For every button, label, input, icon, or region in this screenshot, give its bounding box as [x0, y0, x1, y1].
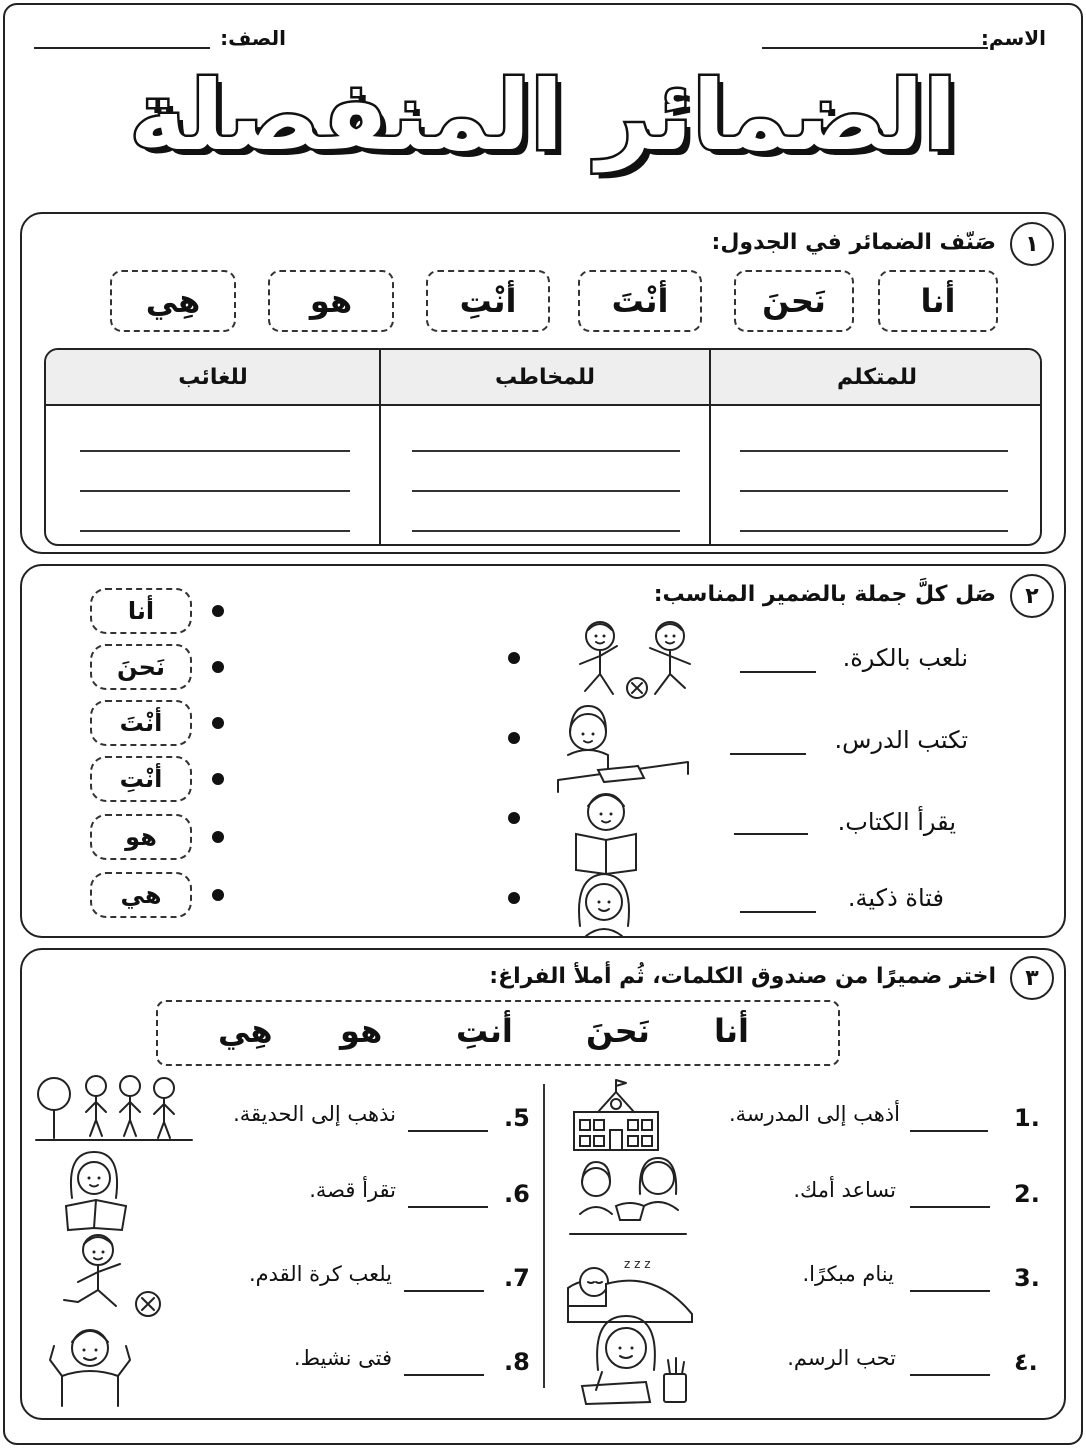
answer-line[interactable] [80, 450, 350, 452]
answer-line[interactable] [412, 490, 680, 492]
answer-line[interactable] [80, 490, 350, 492]
q2-sentence-dot[interactable] [508, 892, 520, 904]
q2-blank-2[interactable] [730, 753, 806, 755]
q2-sentence-1: نلعب بالكرة. [842, 644, 968, 672]
q2-pronoun-dot[interactable] [212, 661, 224, 673]
q3-item-text: أذهب إلى المدرسة. [728, 1102, 900, 1126]
answer-line[interactable] [740, 450, 1008, 452]
q2-sentence-4: فتاة ذكية. [847, 884, 944, 912]
table-divider [709, 350, 711, 546]
q2-pronoun-dot[interactable] [212, 717, 224, 729]
word-bank-huwa[interactable]: هو [340, 1012, 383, 1050]
q1-pronoun-hiya[interactable]: هِي [110, 270, 236, 332]
girl-smiling-icon [568, 866, 640, 938]
q2-blank-1[interactable] [740, 671, 816, 673]
q2-pronoun-ana[interactable]: أنا [90, 588, 192, 634]
word-bank-ana[interactable]: أنا [714, 1012, 749, 1050]
q1-pronoun-huwa[interactable]: هو [268, 270, 394, 332]
q2-pronoun-nahnu[interactable]: نَحنَ [90, 644, 192, 690]
q3-blank[interactable] [910, 1290, 990, 1292]
q2-sentence-dot[interactable] [508, 732, 520, 744]
class-field[interactable] [34, 47, 210, 49]
q3-item-number: 3. [1014, 1264, 1040, 1292]
word-bank-anti[interactable]: أنتِ [456, 1012, 513, 1050]
column-divider [543, 1084, 545, 1388]
q3-item-text: نذهب إلى الحديقة. [233, 1102, 396, 1126]
q3-item-text: تساعد أمك. [793, 1178, 896, 1202]
school-building-icon [570, 1078, 662, 1152]
helping-mother-icon [566, 1154, 690, 1236]
boy-kicking-ball-icon [56, 1230, 164, 1322]
name-field[interactable] [762, 47, 988, 49]
q3-blank[interactable] [404, 1290, 484, 1292]
q2-blank-4[interactable] [740, 911, 816, 913]
q2-instruction: صَل كلَّ جملة بالضمير المناسب: [653, 582, 996, 607]
classification-table [44, 348, 1042, 546]
kids-in-park-icon [34, 1068, 194, 1142]
class-label: الصف: [220, 26, 286, 50]
q3-number: ٣ [1010, 956, 1054, 1000]
q2-sentence-dot[interactable] [508, 812, 520, 824]
q2-sentence-3: يقرأ الكتاب. [837, 808, 956, 836]
name-label: الاسم: [980, 26, 1046, 50]
page-title: الضمائر المنفصلة [129, 60, 957, 172]
answer-line[interactable] [740, 490, 1008, 492]
q3-item-text: ينام مبكرًا. [802, 1262, 894, 1286]
q3-item-number: .5 [504, 1104, 530, 1132]
q3-blank[interactable] [910, 1374, 990, 1376]
q2-pronoun-dot[interactable] [212, 773, 224, 785]
boy-reading-icon [568, 786, 644, 874]
q2-number: ٢ [1010, 574, 1054, 618]
q3-item-number: 1. [1014, 1104, 1040, 1132]
q1-pronoun-anti[interactable]: أنْتِ [426, 270, 550, 332]
kids-playing-ball-icon [555, 616, 720, 704]
table-header-addressee: للمخاطب [380, 350, 710, 406]
q3-blank[interactable] [404, 1374, 484, 1376]
q1-instruction: صَنّف الضمائر في الجدول: [711, 230, 996, 255]
q2-blank-3[interactable] [734, 833, 808, 835]
q3-blank[interactable] [910, 1206, 990, 1208]
q3-item-number: .8 [504, 1348, 530, 1376]
q2-pronoun-dot[interactable] [212, 889, 224, 901]
q2-pronoun-hiya[interactable]: هي [90, 872, 192, 918]
q3-item-number: ٤. [1014, 1348, 1038, 1376]
girl-drawing-icon [576, 1310, 692, 1406]
q3-blank[interactable] [408, 1206, 488, 1208]
q1-pronoun-ana[interactable]: أنا [878, 270, 998, 332]
girl-writing-icon [548, 700, 696, 794]
svg-text:z z z: z z z [624, 1257, 651, 1271]
answer-line[interactable] [412, 530, 680, 532]
q2-pronoun-dot[interactable] [212, 831, 224, 843]
q1-number: ١ [1010, 222, 1054, 266]
boy-flexing-icon [42, 1320, 138, 1408]
q3-item-text: يلعب كرة القدم. [248, 1262, 392, 1286]
q2-pronoun-huwa[interactable]: هو [90, 814, 192, 860]
word-bank-hiya[interactable]: هِي [218, 1012, 273, 1050]
girl-reading-story-icon [62, 1148, 130, 1232]
answer-line[interactable] [80, 530, 350, 532]
q3-item-number: .7 [504, 1264, 530, 1292]
q3-instruction: اختر ضميرًا من صندوق الكلمات، ثُم أملأ الفراغ: [489, 964, 996, 989]
word-bank-nahnu[interactable]: نَحنَ [586, 1012, 650, 1050]
q1-pronoun-anta[interactable]: أنْتَ [578, 270, 702, 332]
q3-blank[interactable] [408, 1130, 488, 1132]
q3-item-text: تحب الرسم. [787, 1346, 896, 1370]
q3-blank[interactable] [910, 1130, 988, 1132]
table-header-speaker: للمتكلم [710, 350, 1042, 406]
q3-item-number: .6 [504, 1180, 530, 1208]
q2-pronoun-dot[interactable] [212, 605, 224, 617]
q2-sentence-dot[interactable] [508, 652, 520, 664]
q3-item-text: تقرأ قصة. [309, 1178, 396, 1202]
answer-line[interactable] [740, 530, 1008, 532]
q2-pronoun-anti[interactable]: أنْتِ [90, 756, 192, 802]
q2-pronoun-anta[interactable]: أنْتَ [90, 700, 192, 746]
q3-item-number: 2. [1014, 1180, 1040, 1208]
answer-line[interactable] [412, 450, 680, 452]
q1-pronoun-nahnu[interactable]: نَحنَ [734, 270, 854, 332]
q3-item-text: فتى نشيط. [293, 1346, 392, 1370]
table-divider [379, 350, 381, 546]
q2-sentence-2: تكتب الدرس. [834, 726, 968, 754]
table-header-absent: للغائب [46, 350, 380, 406]
